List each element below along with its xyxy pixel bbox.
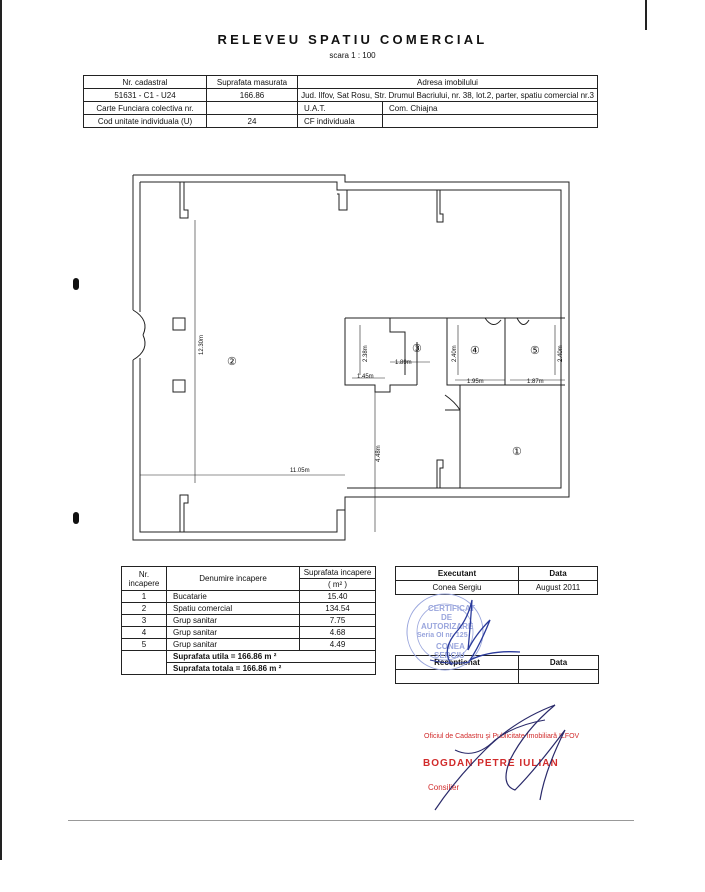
signature-executant — [410, 590, 540, 680]
table-row — [122, 603, 376, 615]
dim-1-87: 1.87m — [527, 379, 544, 385]
table-row — [122, 627, 376, 639]
header-unit: ( m² ) — [300, 579, 376, 591]
header-suprafata: Suprafata masurata — [207, 76, 298, 89]
suprafata-value: 166.86 — [207, 89, 298, 102]
wc45-walls — [447, 318, 565, 385]
dim-2-40-b: 2.40m — [558, 345, 564, 362]
right-frame-line — [645, 0, 647, 30]
adresa-value: Jud. Ilfov, Sat Rosu, Str. Drumul Bacriului, nr. 38, lot.2, parter, spatiu comercial nr.3 — [298, 89, 598, 102]
dim-12-30: 12.30m — [199, 334, 205, 355]
signature-official — [415, 690, 595, 820]
dim-4-48: 4.48m — [376, 445, 382, 462]
room-area: 7.75 — [300, 615, 376, 627]
room-nr: 4 — [122, 627, 167, 639]
room-name: Grup sanitar — [167, 627, 300, 639]
wc-doors — [485, 318, 529, 325]
cadastral-value: 51631 - C1 - U24 — [84, 89, 207, 102]
red-stamp-name: BOGDAN PETRE IULIAN — [423, 758, 559, 769]
executant-name: Conea Sergiu — [396, 581, 519, 595]
pillar-top-right — [437, 190, 443, 222]
header-exec-data: Data — [519, 567, 598, 581]
stamp-line-6: SERGIU — [434, 651, 465, 660]
stamp-line-2: DE — [441, 613, 453, 622]
cf-individuala-label: CF individuala — [298, 115, 383, 128]
room-number-1: ① — [512, 446, 522, 458]
entrance-door — [133, 310, 145, 360]
room-nr: 1 — [122, 591, 167, 603]
inner-wall-top — [140, 182, 347, 210]
room-area: 15.40 — [300, 591, 376, 603]
header-cadastral: Nr. cadastral — [84, 76, 207, 89]
util-spacer — [122, 651, 167, 663]
rooms-table — [121, 566, 376, 675]
header-executant: Executant — [396, 567, 519, 581]
stamp-line-1: CERTIFICAT — [428, 604, 475, 613]
room-nr: 2 — [122, 603, 167, 615]
suprafata-utila: Suprafata utila = 166.86 m ² — [167, 651, 376, 663]
room-name: Spatiu comercial — [167, 603, 300, 615]
header-receptionat: Receptionat — [396, 656, 519, 670]
dim-1-89: 1.89m — [395, 360, 412, 366]
room-name: Grup sanitar — [167, 639, 300, 651]
pillar-top-left — [180, 182, 188, 218]
header-adresa: Adresa imobilului — [298, 76, 598, 89]
room-number-5: ⑤ — [530, 345, 540, 357]
pillar-bottom-left — [180, 495, 188, 532]
cod-unitate-label: Cod unitate individuala (U) — [84, 115, 207, 128]
cf-individuala-value — [383, 115, 598, 128]
stamp-line-3: AUTORIZARE — [421, 622, 474, 631]
table-row — [122, 639, 376, 651]
stamp-line-4: Seria OI nr. 125 — [417, 632, 468, 639]
binder-hole-top — [73, 278, 79, 290]
dim-1-45: 1.45m — [357, 374, 374, 380]
table-row — [122, 615, 376, 627]
page-title: RELEVEU SPATIU COMERCIAL — [217, 32, 488, 47]
column-2 — [173, 380, 185, 392]
room-number-2: ② — [227, 356, 237, 368]
bottom-frame-line — [68, 820, 634, 821]
left-frame-line — [0, 0, 2, 860]
stamp-line-5: CONEA — [436, 642, 465, 651]
dim-2-40-a: 2.40m — [452, 345, 458, 362]
table-row — [122, 591, 376, 603]
room-number-4: ④ — [470, 345, 480, 357]
dim-1-95: 1.95m — [467, 379, 484, 385]
room-area: 134.54 — [300, 603, 376, 615]
scale-label: scara 1 : 100 — [329, 51, 376, 60]
room-area: 4.68 — [300, 627, 376, 639]
pillar-bottom-right — [437, 460, 443, 488]
cod-unitate-value: 24 — [207, 115, 298, 128]
binder-hole-bottom — [73, 512, 79, 524]
dim-2-38: 2.38m — [363, 345, 369, 362]
room-nr: 3 — [122, 615, 167, 627]
header-suprafata-incapere: Suprafata incapere — [300, 567, 376, 579]
suprafata-totala: Suprafata totala = 166.86 m ² — [167, 663, 376, 675]
floor-plan — [125, 170, 575, 545]
cf-colectiva-value — [207, 102, 298, 115]
uat-label: U.A.T. — [298, 102, 383, 115]
property-info-table — [83, 75, 598, 128]
total-spacer — [122, 663, 167, 675]
cf-colectiva-label: Carte Funciara colectiva nr. — [84, 102, 207, 115]
column-1 — [173, 318, 185, 330]
executant-date: August 2011 — [519, 581, 598, 595]
header-recv-data: Data — [519, 656, 599, 670]
uat-value: Com. Chiajna — [383, 102, 598, 115]
room-area: 4.49 — [300, 639, 376, 651]
outer-wall — [133, 175, 569, 540]
header-nr-incapere: Nr. incapere — [122, 567, 167, 591]
kitchen-walls — [445, 385, 460, 488]
inner-wall-left — [140, 182, 345, 532]
room-name: Grup sanitar — [167, 615, 300, 627]
red-stamp-office: Oficiul de Cadastru şi Publicitate Imobiliară ILFOV — [424, 733, 580, 740]
dim-11-05: 11.05m — [290, 468, 310, 474]
room-nr: 5 — [122, 639, 167, 651]
room-number-3: ③ — [412, 343, 422, 355]
header-denumire: Denumire incapere — [167, 567, 300, 591]
room-name: Bucatarie — [167, 591, 300, 603]
red-stamp-role: Consilier — [428, 783, 460, 792]
inner-wall-right — [347, 190, 561, 488]
